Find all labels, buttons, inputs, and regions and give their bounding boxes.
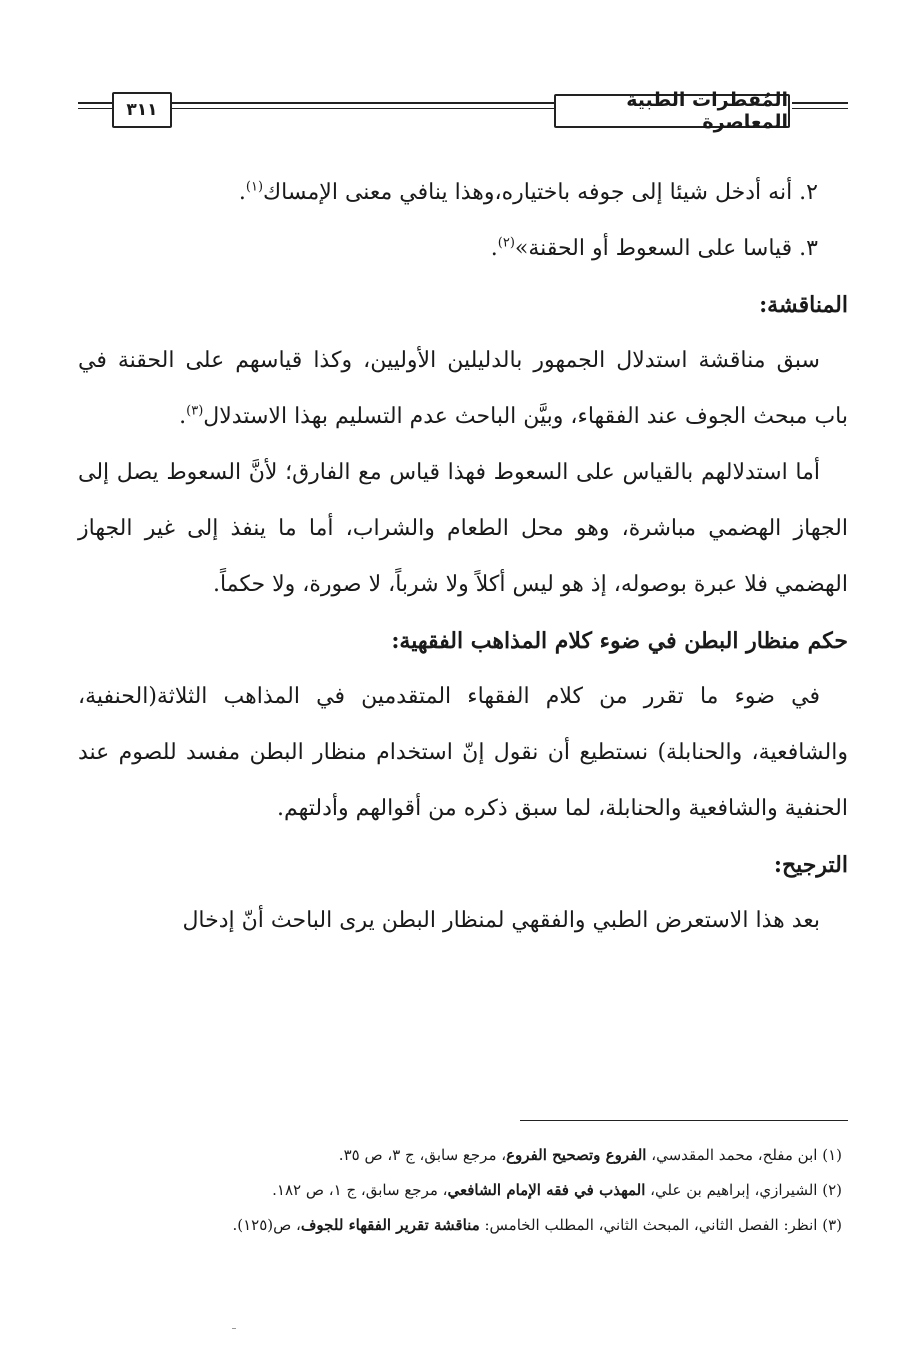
footnote-2-title: المهذب في فقه الإمام الشافعي <box>447 1181 646 1199</box>
footnote-separator <box>520 1120 848 1121</box>
paragraph-ruling: في ضوء ما تقرر من كلام الفقهاء المتقدمين في المذاهب الثلاثة(الحنفية، والشافعية، والحنابلة) نستطيع أن نقول إنّ استخدام منظار البطن مفسد للصوم عند الحنفية والشافعية والحنابلة، لما سبق ذكره من أقوالهم وأدلتهم. <box>78 684 848 821</box>
footnote-1-post: ، مرجع سابق، ج ٣، ص ٣٥. <box>338 1146 507 1164</box>
paragraph-discussion-end: . <box>179 404 187 429</box>
paragraph-analogy: أما استدلالهم بالقياس على السعوط فهذا قياس مع الفارق؛ لأنَّ السعوط يصل إلى الجهاز الهضمي مباشرة، وهو محل الطعام والشراب، أما ما ينفذ إلى غير الجهاز الهضمي فلا عبرة بوصوله، إذ هو ليس أكلاً ولا شرباً، لا صورة، ولا حكماً. <box>78 460 848 597</box>
footnote-1-pre: (١) ابن مفلح، محمد المقدسي، <box>646 1146 842 1164</box>
header-rule-left-top <box>78 102 112 104</box>
list-item-3-end: . <box>490 236 498 261</box>
footnote-ref-3: (٣) <box>186 403 204 419</box>
footnotes <box>78 1138 848 1243</box>
footnote-2 <box>78 1173 848 1208</box>
heading-ruling: حكم منظار البطن في ضوء كلام المذاهب الفقهية: <box>391 628 848 654</box>
footnote-ref-1: (١) <box>245 179 264 195</box>
scan-speck <box>232 1328 236 1329</box>
footnote-1 <box>78 1138 848 1173</box>
footnote-2-pre: (٢) الشيرازي، إبراهيم بن علي، <box>645 1181 842 1199</box>
footnote-1-title: الفروع وتصحيح الفروع <box>506 1146 647 1164</box>
footnote-3-title: مناقشة تقرير الفقهاء للجوف <box>300 1216 480 1234</box>
header-rule-middle-top <box>170 102 558 104</box>
main-text <box>78 165 848 949</box>
footnote-ref-2: (٢) <box>497 235 515 251</box>
list-item-2-end: . <box>238 180 246 205</box>
header-rule-right-bottom <box>792 108 848 109</box>
heading-tarjih: الترجيح: <box>773 852 848 878</box>
header-rule-middle-bottom <box>170 108 558 109</box>
paragraph-discussion <box>78 333 848 445</box>
list-item-2 <box>78 165 848 221</box>
footnote-3-post: ، ص(١٢٥). <box>232 1216 301 1234</box>
heading-discussion: المناقشة: <box>759 292 848 318</box>
running-title: المُفطرات الطبية المعاصرة <box>554 94 790 128</box>
footnote-3 <box>78 1208 848 1243</box>
running-header <box>78 89 848 133</box>
paragraph-tarjih: بعد هذا الاستعرض الطبي والفقهي لمنظار البطن يرى الباحث أنّ إدخال <box>182 908 820 933</box>
footnote-3-pre: (٣) انظر: الفصل الثاني، المبحث الثاني، المطلب الخامس: <box>479 1216 842 1234</box>
header-rule-right-top <box>792 102 848 104</box>
list-item-2-text: ٢. أنه أدخل شيئا إلى جوفه باختياره،وهذا ينافي معنى الإمساك <box>263 180 818 205</box>
list-item-3 <box>78 221 848 277</box>
footnote-2-post: ، مرجع سابق، ج ١، ص ١٨٢. <box>272 1181 448 1199</box>
list-item-3-text: ٣. قياسا على السعوط أو الحقنة» <box>514 236 818 261</box>
page-number: ٣١١ <box>112 92 172 128</box>
header-rule-left-bottom <box>78 108 112 109</box>
paragraph-discussion-text: سبق مناقشة استدلال الجمهور بالدليلين الأوليين، وكذا قياسهم على الحقنة في باب مبحث الجوف عند الفقهاء، وبيَّن الباحث عدم التسليم بهذا الاستدلال <box>78 348 848 429</box>
